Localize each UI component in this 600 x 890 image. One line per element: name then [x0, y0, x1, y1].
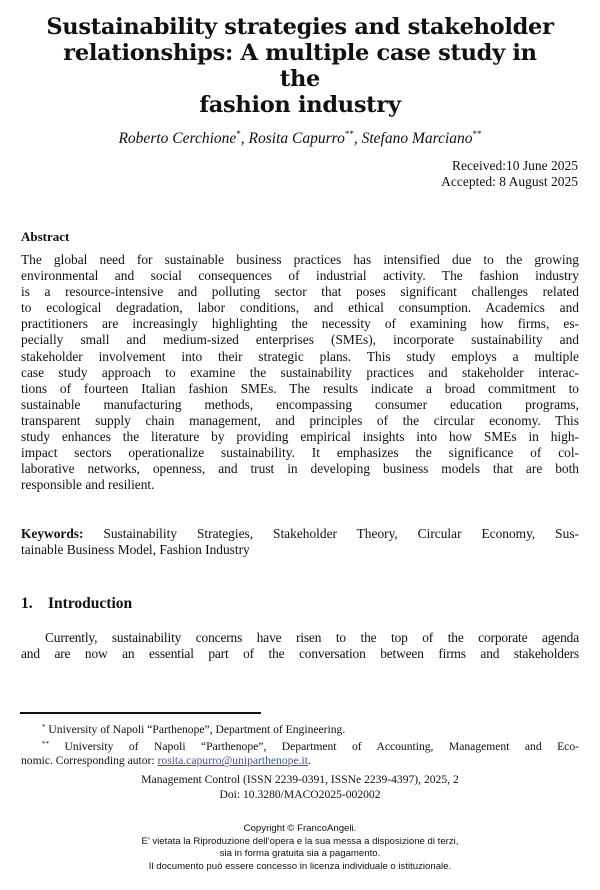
abstract-line: pecially small and medium-sized enterprises (SMEs), incorporate sustainability and — [21, 332, 579, 348]
abstract-line: to ecological degradation, labor conditions, and ethical consumption. Academics and — [21, 300, 579, 316]
author-name: Roberto Cerchione — [118, 130, 237, 147]
footnote-text: nomic. Corresponding autor: — [21, 754, 158, 768]
abstract-body — [21, 252, 579, 493]
section-number: 1. — [21, 595, 33, 612]
copyright-line: Copyright © FrancoAngeli. — [243, 823, 357, 834]
journal-info — [0, 772, 600, 802]
submission-dates — [441, 158, 578, 190]
footnote-text: . — [307, 754, 311, 768]
abstract-line: responsible and resilient. — [21, 477, 155, 493]
section-title: Introduction — [48, 595, 133, 612]
copyright-line: Il documento può essere concesso in licenza individuale o istituzionale. — [148, 860, 452, 872]
footnote-2-cont — [21, 754, 579, 768]
corresponding-email-link[interactable]: rosita.capurro@uniparthenope.it — [157, 754, 308, 768]
abstract-line: stakeholder involvement into their strategic plans. This study employs a multiple — [21, 348, 579, 364]
footnote-text: University of Napoli “Parthenope”, Department of Accounting, Management and Eco- — [49, 740, 579, 754]
abstract-line: study enhances the literature by providing empirical insights into how SMEs in high- — [21, 429, 579, 445]
author-affiliation-mark: ** — [344, 129, 354, 139]
copyright-line: E’ vietata la Riproduzione dell’opera e la sua messa a disposizione di terzi, — [141, 835, 459, 847]
footnote-1 — [21, 720, 579, 737]
author-affiliation-mark: * — [236, 129, 241, 139]
title-line: Sustainability strategies and stakeholder — [46, 14, 554, 40]
introduction-body — [21, 630, 579, 662]
keywords-text: tainable Business Model, Fashion Industry — [21, 542, 250, 558]
abstract-line: impact sectors operationalize sustainability. It emphasizes the significance of col- — [21, 445, 579, 461]
doi: Doi: 10.3280/MACO2025-002002 — [219, 788, 381, 801]
abstract-line: transparent supply chain management, and principles of the circular economy. This — [21, 412, 579, 428]
footnote-divider — [20, 712, 261, 714]
body-line: and are now an essential part of the conversation between firms and stakeholders — [21, 646, 579, 662]
abstract-line: case study approach to examine the sustainability practices and stakeholder interac- — [21, 364, 579, 380]
title-line: relationships: A multiple case study in the — [63, 40, 537, 92]
copyright-line: sia in forma gratuita sia a pagamento. — [219, 848, 381, 860]
abstract-line: practitioners are increasingly highlighting the necessity of examining how firms, es- — [21, 316, 579, 332]
abstract-heading: Abstract — [21, 229, 70, 244]
abstract-line: laborative networks, openness, and trust in developing business models that are both — [21, 461, 579, 477]
abstract-line: The global need for sustainable business practices has intensified due to the growing — [21, 252, 579, 267]
author-name: Stefano Marciano — [361, 130, 473, 147]
keywords-text: Sustainability Strategies, Stakeholder Theory, Circular Economy, Sus- — [83, 526, 579, 541]
title-line: fashion industry — [199, 92, 401, 118]
keywords-label: Keywords: — [21, 526, 84, 541]
footnote-mark: ** — [42, 740, 49, 749]
footnote-text: University of Napoli “Parthenope”, Department of Engineering. — [45, 723, 346, 736]
paper-title — [40, 14, 560, 118]
abstract-line: environmental and social consequences of industrial activity. The fashion industry — [21, 268, 579, 284]
accepted-date: Accepted: 8 August 2025 — [441, 174, 578, 189]
author-list — [0, 124, 600, 149]
author-separator: , — [240, 130, 249, 147]
abstract-line: sustainable manufacturing methods, encompassing consumer education programs, — [21, 396, 579, 412]
footnote-mark: * — [42, 723, 46, 731]
body-line: Currently, sustainability concerns have risen to the top of the corporate agenda — [45, 630, 579, 645]
footnote-2 — [21, 737, 579, 754]
copyright-notice — [0, 823, 600, 873]
journal-citation: Management Control (ISSN 2239-0391, ISSNe 2239-4397), 2025, 2 — [141, 773, 459, 786]
author-affiliation-mark: ** — [472, 129, 482, 139]
received-date: Received:10 June 2025 — [452, 158, 578, 173]
footnotes — [21, 720, 579, 769]
author-separator: , — [353, 130, 362, 147]
keywords — [21, 526, 579, 558]
abstract-line: is a resource-intensive and polluting sector that poses significant challenges related — [21, 284, 579, 300]
author-name: Rosita Capurro — [248, 130, 345, 147]
section-heading — [21, 595, 132, 613]
abstract-line: tions of fourteen Italian fashion SMEs. The results indicate a broad commitment to — [21, 380, 579, 396]
